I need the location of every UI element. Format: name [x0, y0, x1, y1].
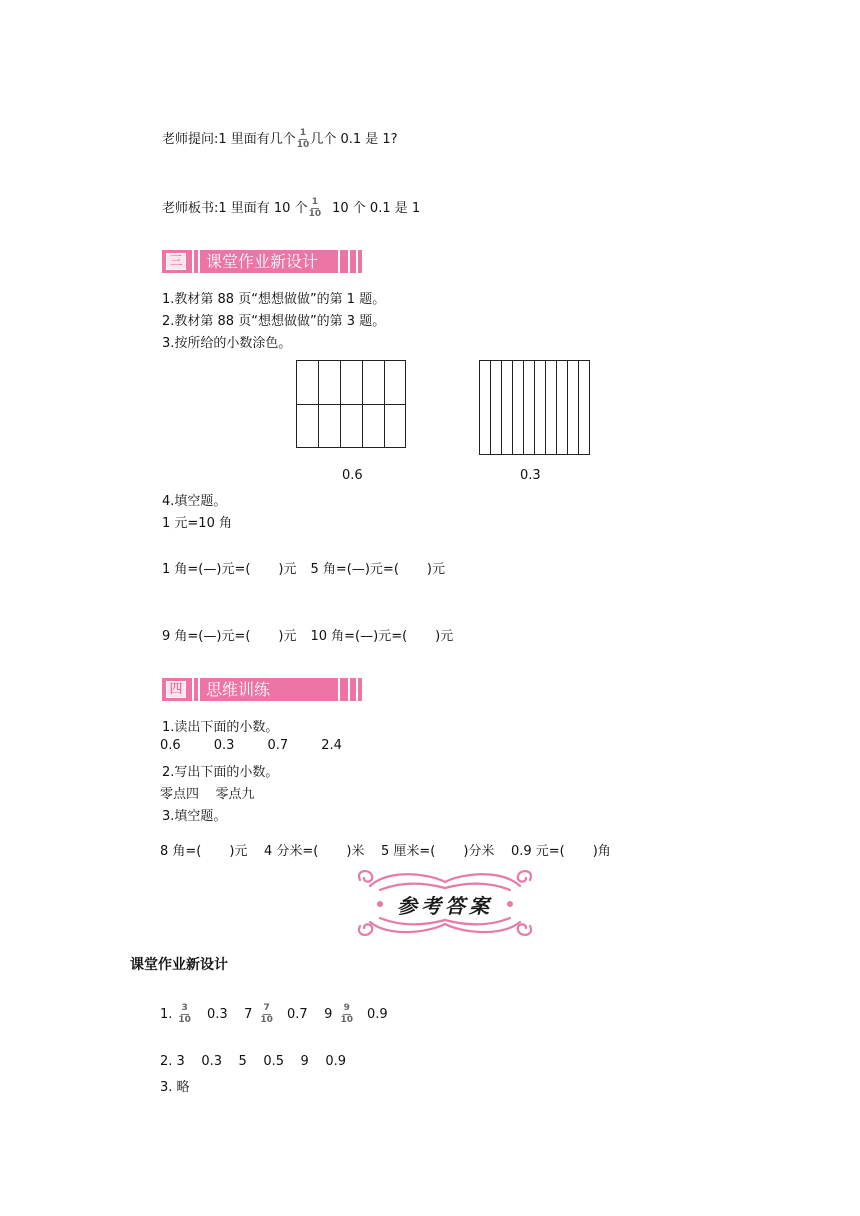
grid-label: 0.3: [520, 468, 541, 483]
section-banner-classwork: [162, 250, 362, 273]
board-text-start: 老师板书:1 里面有 10 个: [162, 201, 308, 216]
answer-line-1: 1. $\frac{3}{10}$ 0.3 7 $\frac{7}{10}$ 0.7 9 $\frac{9}{10}$ 0.9: [160, 1003, 388, 1025]
board-text-end: 10 个 0.1 是 1: [332, 201, 421, 216]
list-item: 1.读出下面的小数。: [162, 720, 279, 735]
grid-label: 0.6: [342, 468, 363, 483]
answer-key-title: 参考答案: [397, 894, 493, 918]
question-text-start: 老师提问:1 里面有几个: [162, 132, 296, 147]
fill-line-units: 8 角=( )元 4 分米=( )米 5 厘米=( )分米 0.9 元=( )角: [160, 844, 611, 859]
section-number: 四: [166, 681, 186, 698]
teacher-question: [162, 128, 398, 150]
fraction-one-tenth: $\frac{1}{10}$: [296, 128, 310, 150]
fill-line-1: 1 角=(—)元=( )元 5 角=(—)元=( )元: [162, 562, 445, 577]
answer-line-2: 2. 3 0.3 5 0.5 9 0.9: [160, 1054, 347, 1069]
section-banner-thinking: [162, 678, 362, 701]
section-title: 思维训练: [206, 680, 271, 699]
decimal-grid-tenths-strips: [479, 360, 590, 455]
answers-heading: 课堂作业新设计: [130, 957, 228, 973]
decimal-words: 零点四 零点九: [160, 787, 255, 802]
list-item: 1.教材第 88 页“想想做做”的第 1 题。: [162, 292, 386, 307]
section-title: 课堂作业新设计: [206, 252, 319, 271]
answer-line-3: 3. 略: [160, 1080, 190, 1095]
fill-line-2: 9 角=(—)元=( )元 10 角=(—)元=( )元: [162, 629, 454, 644]
conversion-rule: 1 元=10 角: [162, 516, 232, 531]
section-number: 三: [166, 253, 186, 270]
teacher-board-note: [162, 197, 420, 219]
decimal-list: 0.6 0.3 0.7 2.4: [160, 738, 342, 753]
fraction-one-tenth: $\frac{1}{10}$: [308, 197, 322, 219]
list-item: 2.教材第 88 页“想想做做”的第 3 题。: [162, 314, 386, 329]
list-item: 3.填空题。: [162, 809, 227, 824]
decimal-grid-tenths-2x5: [296, 360, 406, 448]
list-item: 4.填空题。: [162, 494, 227, 509]
list-item: 2.写出下面的小数。: [162, 765, 279, 780]
answer-key-logo: [350, 866, 540, 940]
list-item: 3.按所给的小数涂色。: [162, 336, 292, 351]
question-text-end: 几个 0.1 是 1?: [310, 132, 398, 147]
